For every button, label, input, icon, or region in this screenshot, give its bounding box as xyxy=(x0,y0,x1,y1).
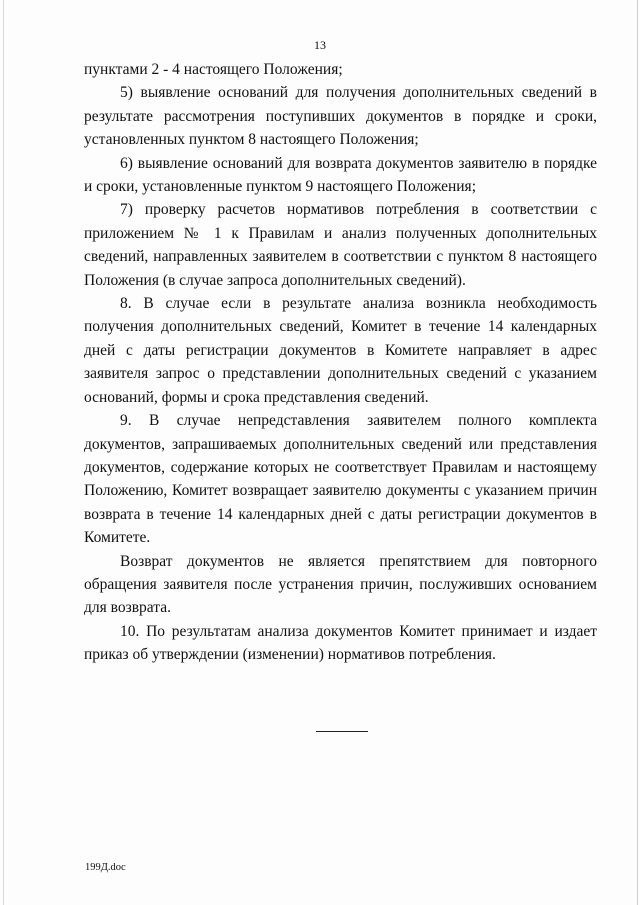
scan-edge-right xyxy=(637,0,638,905)
paragraph-item-7: 7) проверку расчетов нормативов потребления в соответствии с приложением № 1 к Правилам и анализ полученных дополнительных сведений, направленных заявителем в соответствии с пунктом 8 настоящего Положения (в случае запроса дополнительных сведений). xyxy=(84,201,597,289)
paragraph-item-6: 6) выявление оснований для возврата документов заявителю в порядке и сроки, установленные пунктом 9 настоящего Положения; xyxy=(84,154,597,196)
paragraph-item-5: 5) выявление оснований для получения дополнительных сведений в результате рассмотрения поступивших документов в порядке и сроки, установленных пунктом 8 настоящего Положения; xyxy=(84,84,597,149)
paragraph-return-note: Возврат документов не является препятствием для повторного обращения заявителя после устранения причин, послуживших основанием для возврата. xyxy=(84,552,597,617)
paragraph-clause-10: 10. По результатам анализа документов Комитет принимает и издает приказ об утверждении (изменении) нормативов потребления. xyxy=(84,622,597,664)
page-number: 13 xyxy=(314,38,326,52)
scan-edge-left xyxy=(3,0,4,905)
paragraph-clause-8: 8. В случае если в результате анализа возникла необходимость получения дополнительных сведений, Комитет в течение 14 календарных дней с даты регистрации документов в Комитете направляет в адрес заявителя запрос о представлении дополнительных сведений с указанием оснований, формы и срока представления сведений. xyxy=(84,295,597,406)
separator-line xyxy=(316,731,368,732)
footer-filename: 199Д.doc xyxy=(85,862,126,873)
paragraph-clause-9: 9. В случае непредставления заявителем полного комплекта документов, запрашиваемых дополнительных сведений или представления документов, содержание которых не соответствует Правилам и настоящему Положению, Комитет возвращает заявителю документы с указанием причин возврата в течение 14 календарных дней с даты регистрации документов в Комитете. xyxy=(84,412,597,547)
body-text xyxy=(84,58,597,667)
paragraph-continuation: пунктами 2 - 4 настоящего Положения; xyxy=(84,61,343,78)
